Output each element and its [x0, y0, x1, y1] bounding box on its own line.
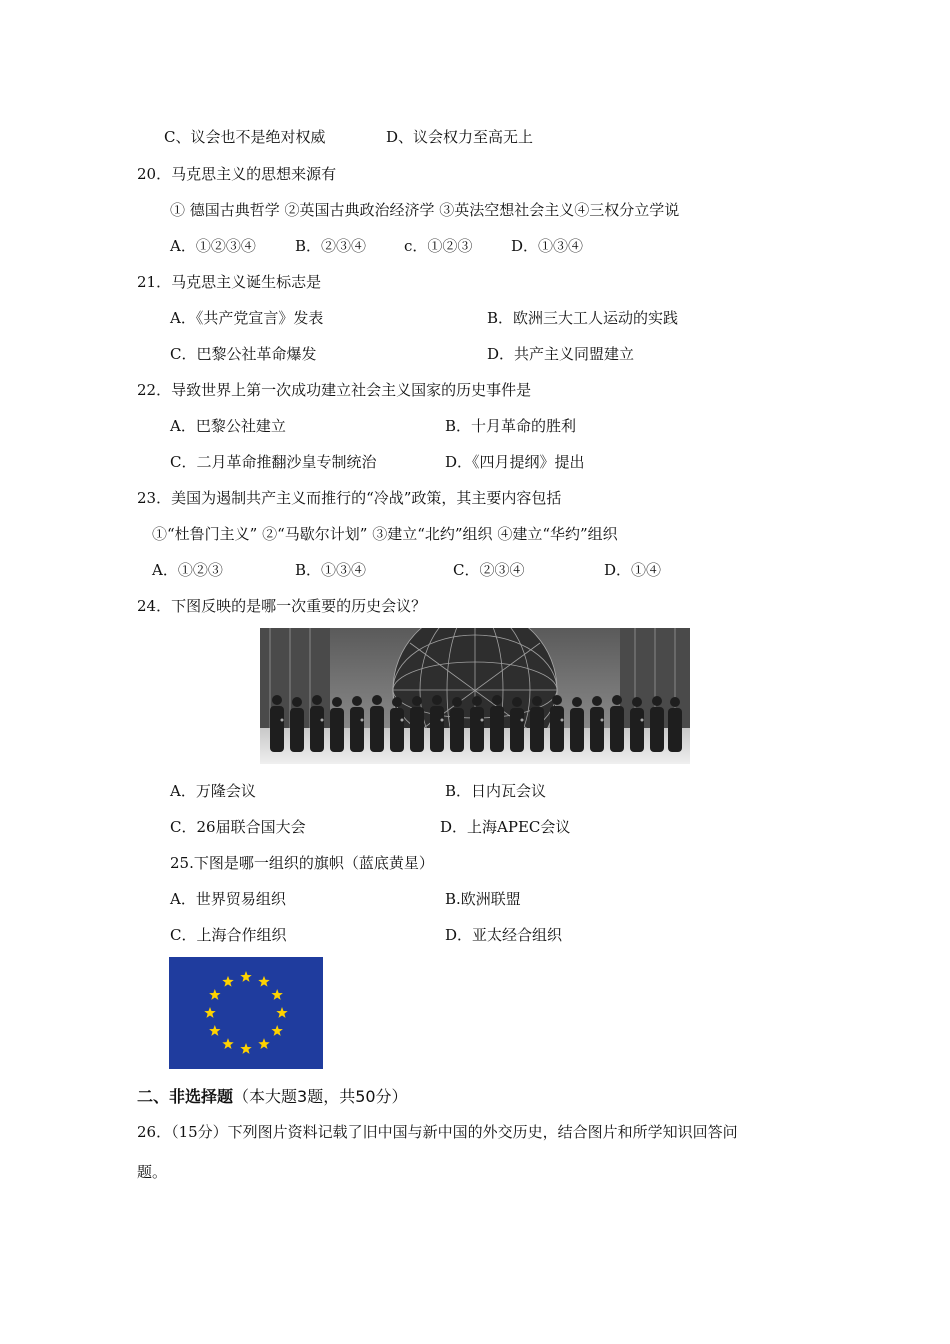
- q20-option-b: B．②③④: [295, 237, 367, 255]
- q25-option-c: C．上海合作组织: [170, 926, 287, 944]
- q26-line-1: 26．（15分）下列图片资料记载了旧中国与新中国的外交历史，结合图片和所学知识回答问: [137, 1123, 738, 1141]
- eu-flag-stars: [169, 957, 323, 1069]
- q20-stem: 20．马克思主义的思想来源有: [137, 165, 337, 183]
- flag-star-icon: [271, 989, 282, 1000]
- q24-option-a: A．万隆会议: [170, 782, 256, 800]
- q22-option-b: B．十月革命的胜利: [445, 417, 577, 435]
- q26-line-2: 题。: [137, 1163, 168, 1181]
- q20-option-d: D．①③④: [511, 237, 584, 255]
- flag-star-icon: [258, 1038, 269, 1049]
- q23-option-d: D．①④: [604, 561, 662, 579]
- q20-option-c: c．①②③: [404, 237, 473, 255]
- q24-stem: 24．下图反映的是哪一次重要的历史会议？: [137, 597, 427, 615]
- q25-option-b: B.欧洲联盟: [445, 890, 521, 908]
- section-2-subtitle: （本大题3题，共50分）: [233, 1087, 408, 1106]
- q23-option-c: C．②③④: [453, 561, 525, 579]
- q21-stem: 21．马克思主义诞生标志是: [137, 273, 322, 291]
- q23-option-b: B．①③④: [295, 561, 367, 579]
- q24-option-d: D．上海APEC会议: [440, 818, 571, 836]
- flag-star-icon: [209, 1025, 220, 1036]
- q22-option-c: C．二月革命推翻沙皇专制统治: [170, 453, 377, 471]
- q21-option-c: C．巴黎公社革命爆发: [170, 345, 317, 363]
- q20-items: ① 德国古典哲学 ②英国古典政治经济学 ③英法空想社会主义④三权分立学说: [170, 201, 680, 219]
- flag-star-icon: [222, 976, 233, 987]
- q20-option-a: A．①②③④: [170, 237, 256, 255]
- q19-option-c: C、议会也不是绝对权威: [164, 128, 326, 146]
- flag-star-icon: [258, 976, 269, 987]
- q24-option-b: B．日内瓦会议: [445, 782, 547, 800]
- q21-option-d: D．共产主义同盟建立: [487, 345, 635, 363]
- q24-option-c: C．26届联合国大会: [170, 818, 306, 836]
- q23-option-a: A．①②③: [152, 561, 223, 579]
- q21-option-a: A．《共产党宣言》发表: [170, 309, 324, 327]
- section-2-title: 二、非选择题: [137, 1087, 234, 1106]
- q25-option-a: A．世界贸易组织: [170, 890, 286, 908]
- flag-star-icon: [204, 1007, 215, 1018]
- q22-option-d: D．《四月提纲》提出: [445, 453, 585, 471]
- q21-option-b: B．欧洲三大工人运动的实践: [487, 309, 679, 327]
- q22-option-a: A．巴黎公社建立: [170, 417, 286, 435]
- q23-stem: 23．美国为遏制共产主义而推行的“冷战”政策，其主要内容包括: [137, 489, 562, 507]
- eu-flag-image: [169, 957, 323, 1069]
- q25-option-d: D．亚太经合组织: [445, 926, 563, 944]
- flag-star-icon: [240, 1043, 251, 1054]
- q23-items: ①“杜鲁门主义” ②“马歇尔计划” ③建立“北约”组织 ④建立“华约”组织: [152, 525, 618, 543]
- q19-option-d: D、议会权力至高无上: [386, 128, 534, 146]
- q25-stem: 25.下图是哪一组织的旗帜（蓝底黄星）: [170, 854, 434, 872]
- flag-star-icon: [276, 1007, 287, 1018]
- flag-star-icon: [209, 989, 220, 1000]
- section-2-heading: [137, 1084, 408, 1107]
- flag-star-icon: [271, 1025, 282, 1036]
- flag-star-icon: [222, 1038, 233, 1049]
- flag-star-icon: [240, 971, 251, 982]
- apec-group-photo: [260, 628, 690, 764]
- q22-stem: 22．导致世界上第一次成功建立社会主义国家的历史事件是: [137, 381, 532, 399]
